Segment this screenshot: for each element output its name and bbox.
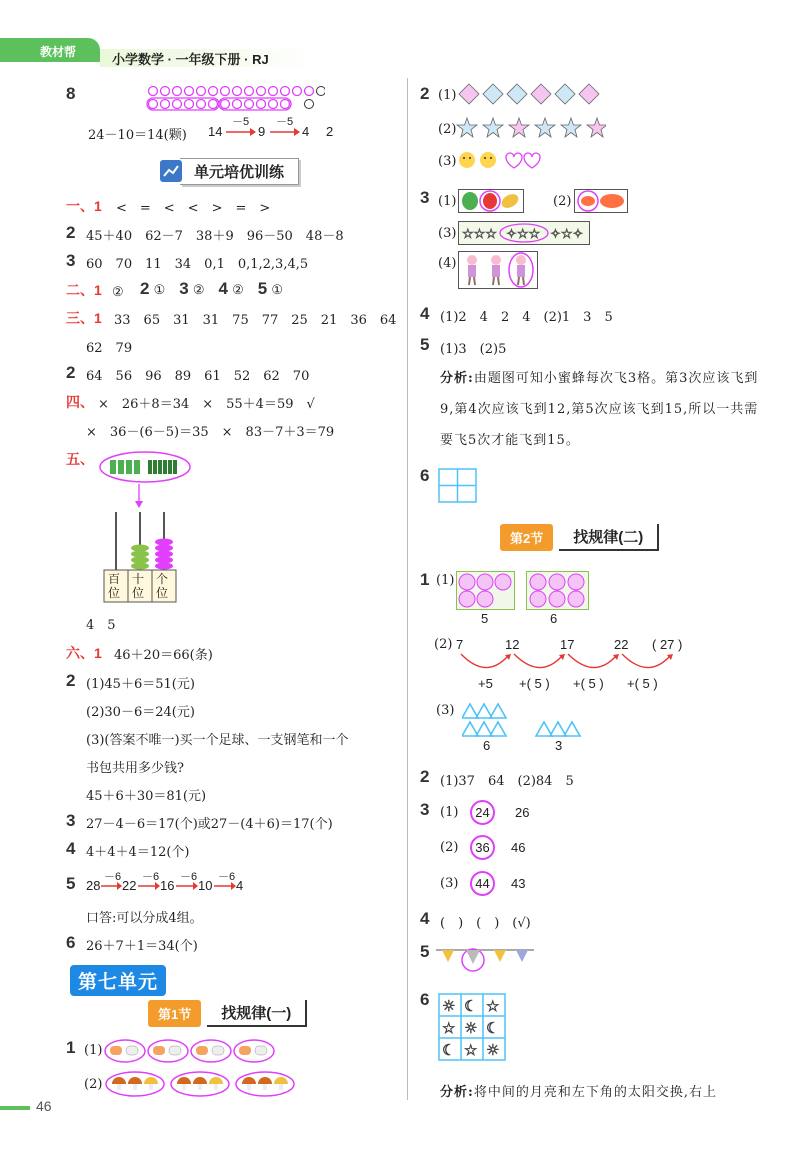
r2-seq-1: 12 [505, 637, 520, 652]
r-q6-number: 6 [420, 466, 430, 485]
lesson1-badge: 第1节 [148, 1000, 201, 1027]
r2-q3-row2-circled: 36 [470, 835, 495, 860]
q8-seq-op2: －5 [276, 116, 294, 128]
part1-q2-answer: 45＋40 62－7 38＋9 96－50 48－8 [86, 229, 344, 244]
r2-tri-count1: 6 [483, 738, 491, 753]
part5-label: 五、 [66, 451, 94, 467]
r-q3-l1: (1) [438, 194, 457, 209]
part6-q1-answer: 46＋20＝66(条) [114, 648, 213, 663]
part4-row2: × 36－(6－5)＝35 × 83－7＋3＝79 [86, 425, 335, 440]
r-q2-l3: (3) [438, 154, 457, 169]
seq-arcs-icon [456, 650, 696, 678]
r2-q3-l3: (3) [440, 876, 459, 891]
svg-text:☾: ☾ [464, 997, 478, 1015]
r2-q3-row2-b: 46 [511, 840, 526, 855]
circle-groups-figure [456, 571, 592, 611]
r2-q3-row3-circled: 44 [470, 871, 495, 896]
part6-q2-d: 书包共用多少钱? [86, 761, 184, 776]
q8-equation: 24－10＝14(颗) [88, 128, 187, 143]
svg-text:☼: ☼ [442, 997, 456, 1015]
q8-circles-figure [145, 84, 325, 112]
sun-moon-star-grid-figure [438, 993, 506, 1061]
fruits-box-figure [458, 189, 524, 213]
r2-q1-l2: (2) [434, 637, 453, 652]
r2-q3-row1-b: 26 [515, 805, 530, 820]
part4-row1: × 26＋8＝34 × 55＋4＝59 √ [98, 397, 315, 412]
r2-q1-count1: 5 [481, 611, 489, 626]
burgers-pattern-figure [104, 1038, 276, 1064]
svg-text:☆: ☆ [486, 997, 500, 1015]
part3-q2-number: 2 [66, 363, 76, 382]
r2-q1-count2: 6 [550, 611, 558, 626]
r-q2-number: 2 [420, 84, 430, 103]
lesson1-title: 找规律(一) [207, 1000, 307, 1027]
svg-text:☾: ☾ [486, 1019, 500, 1037]
part3-q1-answer-cont: 62 79 [86, 341, 133, 356]
chain-op: －6 [104, 871, 122, 883]
part6-q2-number: 2 [66, 671, 76, 690]
part3-q1-answer: 33 65 31 31 75 77 25 21 36 64 [114, 313, 397, 328]
r2-q3-row1-circled: 24 [470, 800, 495, 825]
lesson2-heading [500, 523, 659, 551]
square-grid-figure [438, 468, 478, 504]
r2-seq-2: 17 [560, 637, 575, 652]
abacus-label-tens: 十位 [132, 572, 145, 600]
r2-q3-number: 3 [420, 800, 430, 819]
r2-q2-answer: (1)37 64 (2)84 5 [440, 774, 574, 789]
r-q2-l2: (2) [438, 122, 457, 137]
r2-q1-l3: (3) [436, 703, 455, 718]
lesson2-badge: 第2节 [500, 524, 553, 551]
part6-q3-answer: 27－4－6＝17(个)或27－(4＋6)＝17(个) [86, 817, 333, 832]
fish-box-figure [574, 189, 628, 213]
part6-q4-number: 4 [66, 839, 76, 858]
mushrooms-pattern-figure [104, 1070, 300, 1098]
q8-seq-d: 2 [326, 124, 334, 139]
abacus-label-ones: 个位 [156, 572, 169, 600]
chain-n1: 22 [122, 878, 137, 893]
r-q5-analysis: 分析:由题图可知小蜜蜂每次飞3格。第3次应该飞到9,第4次应该飞到12,第5次应该飞到15,所以一共需要飞5次才能飞到15。 [440, 371, 759, 448]
part2-label: 二、1 [66, 282, 102, 298]
part6-q6-number: 6 [66, 933, 76, 952]
q8-number: 8 [66, 84, 76, 103]
l1-q1-label2: (2) [84, 1077, 103, 1092]
svg-text:☆: ☆ [464, 1041, 478, 1059]
r-q3-l2: (2) [553, 194, 572, 209]
chart-icon [160, 160, 182, 182]
part2-q1-answer: ② [112, 285, 137, 300]
r-q2-l1: (1) [438, 88, 457, 103]
part2-answers: 2 ① 3 ② 4 ② 5 ① [140, 279, 284, 298]
r2-q1-number: 1 [420, 570, 430, 589]
faces-hearts-pattern-figure [458, 149, 542, 171]
q8-seq-b: 9 [258, 124, 266, 139]
header-title: 小学数学 · 一年级下册 · RJ [112, 52, 269, 67]
r-q3-l4: (4) [438, 256, 457, 271]
triangles-figure [462, 700, 588, 740]
footer-bar [0, 1106, 30, 1110]
girls-box-figure [458, 251, 538, 289]
part6-q5-answer: 口答:可以分成4组。 [86, 911, 203, 926]
svg-text:✧☆☆: ✧☆☆ [506, 227, 541, 242]
part1-label: 一、1 [66, 198, 102, 214]
r-q3-number: 3 [420, 188, 430, 207]
abacus-label-hundreds: 百位 [108, 572, 121, 600]
q8-seq-op1: －5 [232, 116, 250, 128]
q8-seq-a: 14 [208, 124, 223, 139]
r2-op-0: +5 [478, 676, 493, 691]
svg-text:☾: ☾ [442, 1041, 456, 1059]
r2-q2-number: 2 [420, 767, 430, 786]
chain-n3: 10 [198, 878, 213, 893]
r-q5-answer: (1)3 (2)5 [440, 342, 507, 357]
svg-text:☼: ☼ [464, 1019, 478, 1037]
r2-seq-4: ( 27 ) [652, 637, 683, 652]
part6-q2-e: 45＋6＋30＝81(元) [86, 789, 207, 804]
r2-q3-l1: (1) [440, 805, 459, 820]
part6-q2-c: (3)(答案不唯一)买一个足球、一支钢笔和一个 [86, 733, 349, 748]
svg-text:☆☆☆: ☆☆☆ [462, 227, 497, 242]
r2-q3-l2: (2) [440, 840, 459, 855]
svg-text:☆: ☆ [442, 1019, 456, 1037]
r-q4-answer: (1)2 4 2 4 (2)1 3 5 [440, 310, 613, 325]
part1-q1-answer: < = < < > = > [116, 201, 271, 216]
chain-arrows-icon [101, 881, 241, 891]
arrow-icon [270, 127, 300, 137]
part1-q3-answer: 60 70 11 34 0,1 0,1,2,3,4,5 [86, 257, 309, 272]
lesson1-heading [148, 999, 307, 1027]
page-number: 46 [36, 1098, 52, 1114]
part6-q3-number: 3 [66, 811, 76, 830]
r2-q4-number: 4 [420, 909, 430, 928]
l1-q1-label1: (1) [84, 1043, 103, 1058]
r2-q4-answer: ( ) ( ) (√) [440, 916, 531, 931]
r-q4-number: 4 [420, 304, 430, 323]
part6-q5-number: 5 [66, 874, 76, 893]
r2-q1-l1: (1) [436, 573, 455, 588]
chain-op: －6 [180, 871, 198, 883]
r2-q3-row3-b: 43 [511, 876, 526, 891]
arrow-icon [226, 127, 256, 137]
unit-title: 第七单元 [70, 965, 166, 996]
lightbulbs-figure [436, 946, 536, 972]
r2-tri-count2: 3 [555, 738, 563, 753]
part6-label: 六、1 [66, 645, 102, 661]
r2-op-3: +( 5 ) [627, 676, 658, 691]
r2-seq-3: 22 [614, 637, 629, 652]
svg-text:✧☆✧: ✧☆✧ [550, 227, 584, 242]
part6-q6-answer: 26＋7＋1＝34(个) [86, 939, 198, 954]
r2-op-2: +( 5 ) [573, 676, 604, 691]
part6-q2-a: (1)45＋6＝51(元) [86, 677, 195, 692]
part6-q4-answer: 4＋4＋4＝12(个) [86, 845, 190, 860]
section-title: 单元培优训练 [180, 158, 299, 185]
diamonds-pattern-figure [458, 83, 604, 105]
section-heading [160, 157, 299, 185]
lesson2-title: 找规律(二) [559, 524, 659, 551]
part4-label: 四、 [66, 394, 94, 410]
r2-q5-number: 5 [420, 942, 430, 961]
r2-op-1: +( 5 ) [519, 676, 550, 691]
chain-n0: 28 [86, 878, 101, 893]
chain-op: －6 [142, 871, 160, 883]
part3-q2-answer: 64 56 96 89 61 52 62 70 [86, 369, 310, 384]
l1-q1-number: 1 [66, 1038, 76, 1057]
part5-answer: 4 5 [86, 618, 116, 633]
svg-text:☼: ☼ [486, 1041, 500, 1059]
r2-q6-analysis: 分析:将中间的月亮和左下角的太阳交换,右上 [440, 1085, 717, 1100]
part3-label: 三、1 [66, 310, 102, 326]
r2-q6-number: 6 [420, 990, 430, 1009]
part1-q3-number: 3 [66, 251, 76, 270]
r2-seq-0: 7 [456, 637, 464, 652]
stars-box-figure [458, 221, 590, 245]
part1-q2-number: 2 [66, 223, 76, 242]
column-divider [407, 78, 408, 1100]
stars-pattern-figure [456, 117, 606, 139]
chain-n4: 4 [236, 878, 244, 893]
chain-op: －6 [218, 871, 236, 883]
part6-q2-b: (2)30－6＝24(元) [86, 705, 195, 720]
r-q5-number: 5 [420, 335, 430, 354]
q8-seq-c: 4 [302, 124, 310, 139]
down-arrow-icon [134, 484, 144, 508]
header-tag: 教材帮 [0, 38, 100, 62]
sticks-bundle-figure [98, 450, 193, 484]
chain-n2: 16 [160, 878, 175, 893]
r-q3-l3: (3) [438, 226, 457, 241]
